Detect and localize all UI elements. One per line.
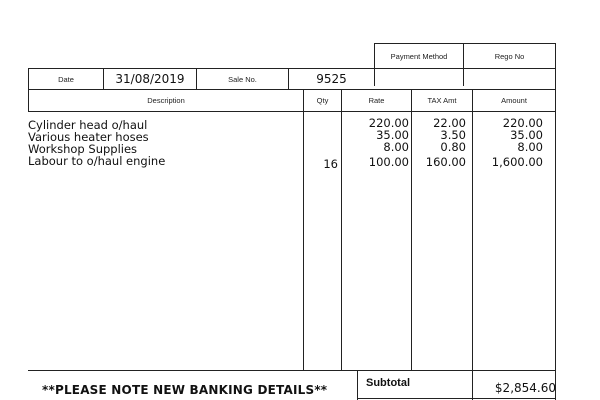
column-qty: Qty: [316, 96, 329, 105]
subtotal-bottom-border: [357, 398, 556, 399]
table-right-border: [555, 89, 556, 400]
item-description: Cylinder head o/haul: [28, 118, 148, 132]
item-description: Various heater hoses: [28, 130, 149, 144]
rego-label: Rego No: [494, 51, 525, 61]
header-right-border: [555, 43, 556, 90]
item-description: Workshop Supplies: [28, 142, 138, 156]
item-tax: 3.50: [440, 128, 466, 142]
item-tax: 160.00: [425, 155, 466, 169]
item-amount: 1,600.00: [491, 155, 543, 169]
column-amount: Amount: [501, 96, 527, 105]
column-rate: Rate: [368, 96, 385, 105]
subtotal-label: Subtotal: [366, 377, 410, 389]
payment-method-label: Payment Method: [390, 51, 448, 61]
banking-notice: **PLEASE NOTE NEW BANKING DETAILS**: [42, 383, 328, 397]
item-tax: 0.80: [440, 140, 466, 154]
items-bottom-border: [28, 370, 556, 371]
col-divider-desc-qty: [303, 89, 304, 370]
item-description: Labour to o/haul engine: [28, 154, 166, 168]
column-header-bottom-border: [28, 111, 556, 112]
item-qty: 16: [323, 157, 338, 171]
item-rate: 220.00: [368, 116, 409, 130]
sale-value: 9525: [316, 72, 347, 86]
subtotal-value: $2,854.60: [494, 381, 556, 395]
column-description: Description: [147, 96, 185, 105]
date-label: Date: [58, 74, 74, 84]
notice-divider: [357, 370, 358, 400]
item-amount: 8.00: [517, 140, 543, 154]
item-rate: 100.00: [368, 155, 409, 169]
sale-label: Sale No.: [228, 74, 257, 84]
item-rate: 35.00: [376, 128, 409, 142]
date-value: 31/08/2019: [115, 72, 185, 86]
item-tax: 22.00: [433, 116, 466, 130]
item-rate: 8.00: [383, 140, 409, 154]
item-amount: 220.00: [502, 116, 543, 130]
item-amount: 35.00: [510, 128, 543, 142]
column-tax: TAX Amt: [427, 96, 457, 105]
